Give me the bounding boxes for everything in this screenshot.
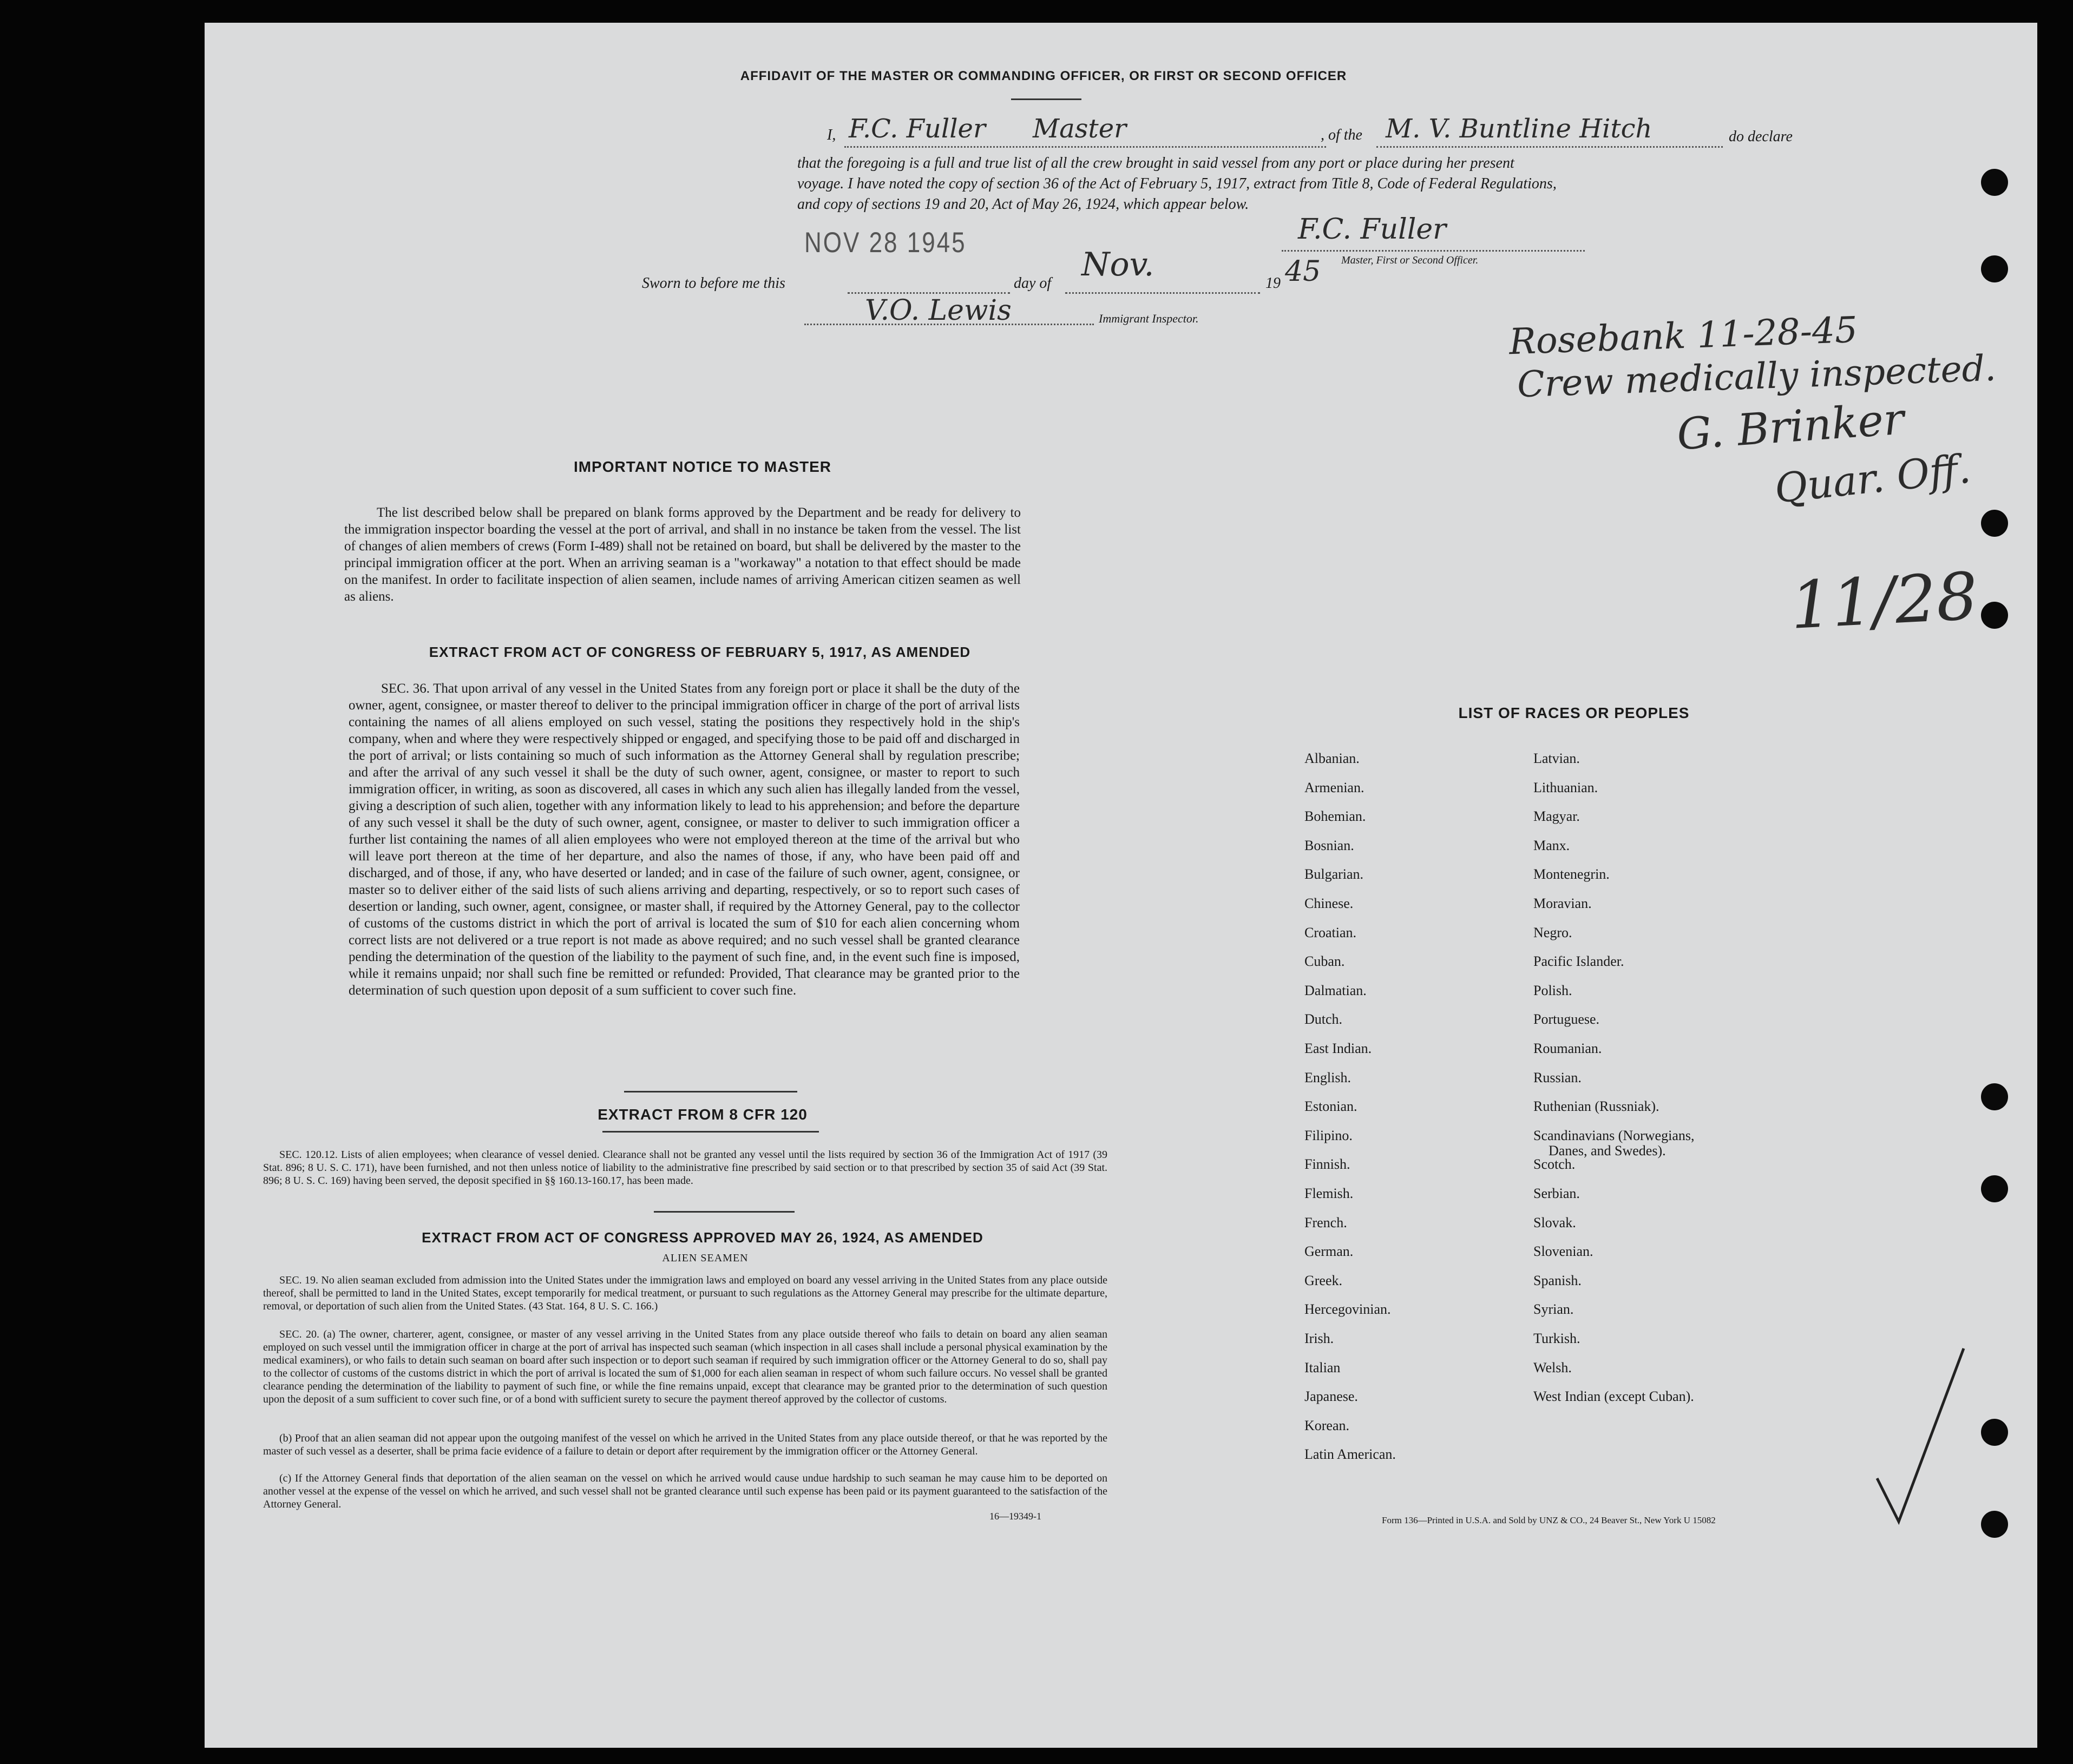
race-item: Bohemian. [1304, 808, 1366, 825]
race-item: Serbian. [1533, 1186, 1580, 1201]
cfr-heading: EXTRACT FROM 8 CFR 120 [598, 1106, 808, 1123]
cfr-text: SEC. 120.12. Lists of alien employees; when clearance of vessel denied. Clearance shall not be granted any vessel until the lists required by section 36 of the Immigration Act of 1917 (39 Stat. 896; 8 U. S. C. 171), have been furnished, and not then unless notice of liability to the administrative fine prescribed by said section or to that prescribed by section 35 of said Act (39 Stat. 896; 8 U. S. C. 169) having been served, the deposit specified in §§ 160.13-160.17, has been made. [263, 1149, 1107, 1187]
race-item: Syrian. [1533, 1301, 1574, 1318]
binder-hole [1981, 510, 2008, 537]
race-item: Negro. [1533, 924, 1572, 940]
binder-hole [1981, 255, 2008, 282]
race-item: Scotch. [1533, 1156, 1576, 1173]
race-item: Portuguese. [1533, 1011, 1600, 1028]
race-item: Croatian. [1304, 924, 1357, 940]
year-handwritten: 45 [1285, 255, 1321, 288]
printer-footer: Form 136—Printed in U.S.A. and Sold by UNZ & CO., 24 Beaver St., New York U 15082 [1382, 1515, 1716, 1525]
annotation-fraction: 11/28 [1788, 559, 1980, 644]
affidavit-i-label: I, [827, 127, 836, 143]
race-item: Pacific Islander. [1533, 953, 1624, 970]
race-item: French. [1304, 1214, 1347, 1230]
race-item: Greek. [1304, 1272, 1343, 1288]
race-item: Welsh. [1533, 1359, 1572, 1375]
race-item: Lithuanian. [1533, 779, 1598, 795]
races-heading: LIST OF RACES OR PEOPLES [1458, 705, 1690, 721]
annotation-rosebank: Rosebank 11-28-45 [1508, 308, 1859, 363]
day-of-label: day of [1014, 275, 1052, 292]
extract-1924-sec20b: (b) Proof that an alien seaman did not appear upon the outgoing manifest of the vessel on which he arrived in the United States from any place outside thereof, or that he was reported by the master of such vessel as a deserter, shall be prima facie evidence of a failure to detain or deport after requirement by the immigration officer or the Attorney General. [263, 1432, 1107, 1457]
race-item: Albanian. [1304, 751, 1360, 766]
race-item: Manx. [1533, 837, 1570, 853]
race-item: Korean. [1304, 1417, 1350, 1433]
affidavit-title: AFFIDAVIT OF THE MASTER OR COMMANDING OFFICER, OR FIRST OR SECOND OFFICER [740, 69, 1347, 83]
declaration-line-2: voyage. I have noted the copy of section 36 of the Act of February 5, 1917, extract from Title 8, Code of Federal Regulations, [797, 175, 1557, 192]
check-mark [1872, 1343, 1969, 1527]
master-name-handwritten: F.C. Fuller [849, 114, 986, 144]
binder-hole [1981, 1083, 2008, 1110]
race-item: Cuban. [1304, 953, 1345, 970]
annotation-medically-inspected: Crew medically inspected. [1516, 347, 1997, 406]
notice-heading: IMPORTANT NOTICE TO MASTER [573, 458, 832, 475]
sworn-label: Sworn to before me this [642, 275, 785, 292]
declaration-line-1: that the foregoing is a full and true list of all the crew brought in said vessel from any port or place during her present [797, 155, 1514, 172]
race-item: Slovak. [1533, 1214, 1576, 1230]
race-item: Japanese. [1304, 1388, 1358, 1405]
race-item: Filipino. [1304, 1127, 1353, 1143]
rank-handwritten: Master [1033, 114, 1127, 144]
race-item: Chinese. [1304, 896, 1354, 911]
extract-1924-heading: EXTRACT FROM ACT OF CONGRESS APPROVED MAY 26, 1924, AS AMENDED [422, 1229, 983, 1246]
race-item: Magyar. [1533, 808, 1580, 825]
race-item: Finnish. [1304, 1156, 1350, 1173]
race-item: Flemish. [1304, 1186, 1354, 1201]
race-item: Scandinavians (Norwegians, [1533, 1127, 1695, 1143]
race-item: Dutch. [1304, 1011, 1343, 1028]
race-item: Italian [1304, 1359, 1341, 1375]
race-item: Montenegrin. [1533, 866, 1610, 883]
race-item: Latin American. [1304, 1446, 1396, 1463]
race-item: Polish. [1533, 982, 1572, 998]
race-item: Turkish. [1533, 1331, 1580, 1346]
master-signature: F.C. Fuller [1298, 213, 1446, 246]
form-number: 16—19349-1 [989, 1511, 1041, 1522]
binder-hole [1981, 1419, 2008, 1446]
race-item: Irish. [1304, 1331, 1334, 1346]
notice-text: The list described below shall be prepared on blank forms approved by the Department and be ready for delivery to the immigration inspector boarding the vessel at the port of arrival, and shall in no instance be taken from the vessel. The list of changes of alien members of crews (Form I-489) shall not be retained on board, but shall be delivered by the master to the principal immigration officer at the port. When an arriving seaman is a "workaway" a notation to that effect should be made on the manifest. In order to facilitate inspection of alien seamen, include names of arriving American citizen seamen as well as aliens. [344, 505, 1021, 604]
extract-1924-sec20c: (c) If the Attorney General finds that deportation of the alien seaman on the vessel on which he arrived would cause undue hardship to such seaman he may cause him to be deported on another vessel at the expense of the vessel on which he arrived, and such vessel shall not be granted clearance until such expense has been paid or its payment guaranteed to the satisfaction of the Attorney General. [263, 1472, 1107, 1510]
race-item: Russian. [1533, 1069, 1582, 1085]
inspector-signature: V.O. Lewis [865, 294, 1012, 327]
race-item: Armenian. [1304, 779, 1364, 795]
extract-1924-sec20a: SEC. 20. (a) The owner, charterer, agent, consignee, or master of any vessel arriving in the United States from any place outside thereof who fails to detain on board any alien seaman employed on such vessel until the immigration officer in charge at the port of arrival has inspected such seaman (which inspection in all cases shall include a personal physical examination by the medical examiners), or who fails to detain such seaman on board after such inspection or to deport such seaman if required by such immigration officer or the Attorney General to do so, shall pay to the collector of customs of the customs district in which the port of arrival is located the sum of $1,000 for each alien seaman in respect of whom such failure occurs. No vessel shall be granted clearance pending the determination of the liability to payment of such fine, or while the fine remains unpaid, except that clearance may be granted prior to the determination of such question upon the deposit of a sum sufficient to cover such fine, or of a bond with sufficient surety to secure the payment thereof approved by the collector of customs. [263, 1328, 1107, 1405]
extract-1924-sec19: SEC. 19. No alien seaman excluded from admission into the United States under the immigration laws and employed on board any vessel arriving in the United States from any place outside thereof, shall be permitted to land in the United States, except temporarily for medical treatment, or pursuant to such regulations as the Attorney General may prescribe for the ultimate departure, removal, or deportation of such alien from the United States. (43 Stat. 164, 8 U. S. C. 166.) [263, 1274, 1107, 1312]
binder-hole [1981, 1175, 2008, 1202]
binder-hole [1981, 602, 2008, 629]
declaration-line-3: and copy of sections 19 and 20, Act of May 26, 1924, which appear below. [797, 196, 1249, 213]
race-item: Moravian. [1533, 896, 1592, 911]
extract-1917-text: SEC. 36. That upon arrival of any vessel in the United States from any foreign port or place it shall be the duty of the owner, agent, consignee, or master thereof to deliver to the principal immigration officer in charge of the port of arrival lists containing the names of all aliens employed on such vessel, stating the positions they respectively hold in the ship's company, when and where they were respectively shipped or engaged, and specifying those to be paid off and discharged in the port of arrival; or lists containing so much of such information as the Attorney General shall by regulation prescribe; and after the arrival of any such vessel it shall be the duty of such owner, agent, consignee, or master to report to such immigration officer, in writing, as soon as discovered, all cases in which any such alien has illegally landed from the vessel, giving a description of such alien, together with any information likely to lead to his apprehension; and before the departure of any such vessel it shall be the duty of such owner, agent, consignee, or master to deliver to such immigration officer a further list containing the names of all alien employees who were not employed thereon at the time of the arrival but who will leave port thereon at the time of her departure, and also the names of those, if any, who have been paid off and discharged, and of those, if any, who have deserted or landed; and in case of the failure of such owner, agent, consignee, or master so to deliver either of the said lists of such aliens arriving and departing, respectively, or so to report such cases of desertion or landing, such owner, agent, consignee, or master shall, if required by the Attorney General, pay to the collector of customs of the customs district in which the port of arrival is located the sum of $10 for each alien concerning whom correct lists are not delivered or a true report is not made as above required; and no such vessel shall be granted clearance pending the determination of the question of the liability to the payment of such fine, and, in the event such fine is imposed, while it remains unpaid; nor shall such fine be remitted or refunded: Provided, That clearance may be granted prior to the determination of such question upon deposit of a sum sufficient to cover such fine. [349, 681, 1020, 998]
race-item: Spanish. [1533, 1272, 1582, 1288]
race-item: West Indian (except Cuban). [1533, 1388, 1694, 1405]
extract-1924-subheading: ALIEN SEAMEN [662, 1252, 749, 1264]
affidavit-of-the: , of the [1321, 127, 1362, 143]
race-item: East Indian. [1304, 1041, 1372, 1056]
month-handwritten: Nov. [1081, 246, 1154, 284]
binder-hole [1981, 1511, 2008, 1538]
annotation-officer-signature: G. Brinker [1675, 393, 1906, 460]
affidavit-do-declare: do declare [1729, 128, 1793, 145]
race-item: English. [1304, 1069, 1351, 1085]
race-item: Slovenian. [1533, 1243, 1593, 1260]
race-item: Ruthenian (Russniak). [1533, 1098, 1659, 1115]
race-item: Hercegovinian. [1304, 1301, 1391, 1318]
race-item: Latvian. [1533, 751, 1580, 766]
race-item: Dalmatian. [1304, 982, 1367, 998]
race-item: Roumanian. [1533, 1041, 1602, 1056]
signature-caption: Master, First or Second Officer. [1341, 254, 1479, 266]
race-item: Bulgarian. [1304, 866, 1364, 883]
race-item: Danes, and Swedes). [1549, 1142, 1666, 1159]
inspector-caption: Immigrant Inspector. [1099, 312, 1199, 325]
race-item: Bosnian. [1304, 837, 1354, 853]
title-underline [1011, 98, 1081, 100]
vessel-name-handwritten: M. V. Buntline Hitch [1386, 114, 1652, 144]
document-page [205, 23, 2037, 1748]
year-prefix: 19 [1265, 275, 1281, 292]
race-item: German. [1304, 1243, 1354, 1260]
annotation-officer-title: Quar. Off. [1772, 445, 1973, 512]
race-item: Estonian. [1304, 1098, 1357, 1115]
extract-1917-heading: EXTRACT FROM ACT OF CONGRESS OF FEBRUARY 5, 1917, AS AMENDED [429, 644, 971, 660]
date-stamp: NOV 28 1945 [804, 227, 967, 259]
binder-hole [1981, 169, 2008, 196]
